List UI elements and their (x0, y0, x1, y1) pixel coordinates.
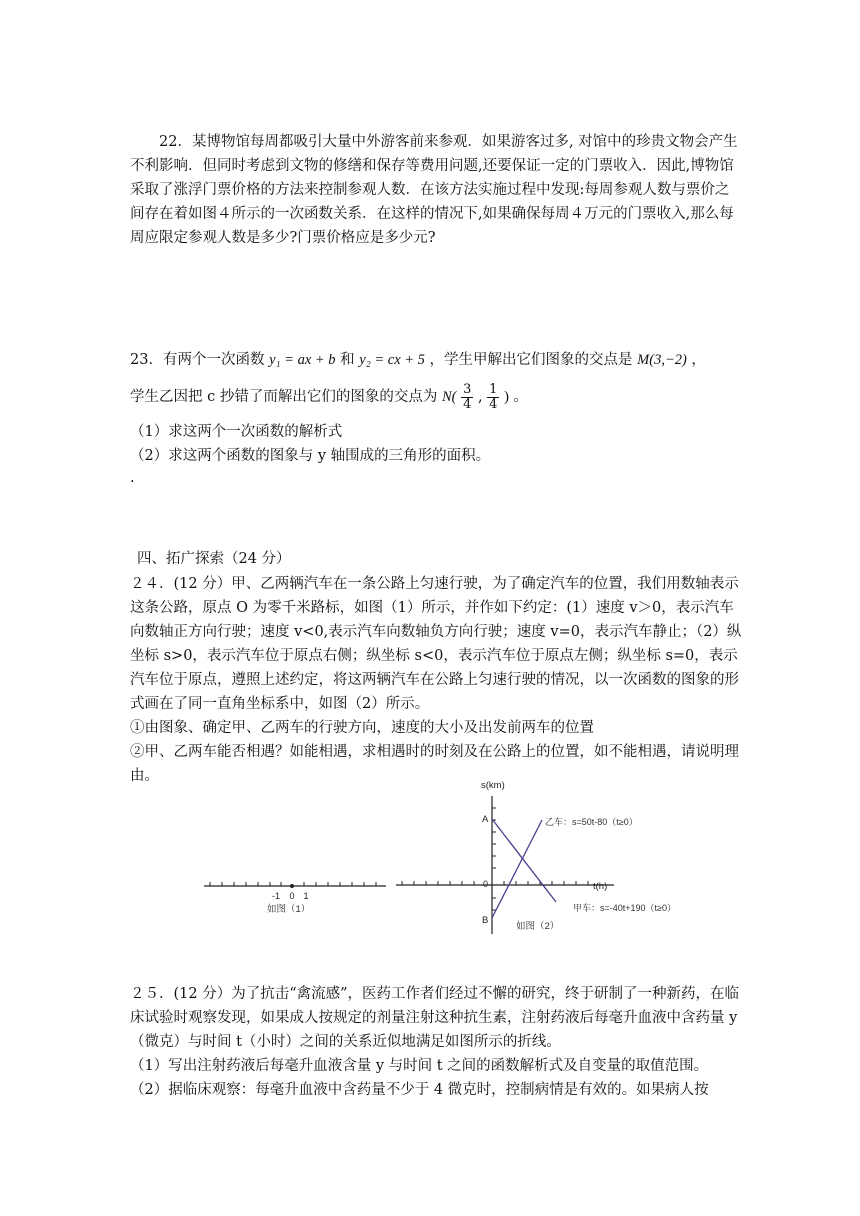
q23-line2: 学生乙因把 c 抄错了而解出它们的图象的交点为 (130, 389, 438, 405)
line-yi (492, 820, 542, 918)
line-yi-label: 乙车：s=50t-80（t≥0） (545, 817, 638, 827)
q23-subquestion-1: （1）求这两个一次函数的解析式 (130, 424, 343, 440)
figure-1-caption: 如图（1） (267, 904, 311, 915)
q23-frac2-denominator: 4 (489, 396, 498, 412)
label-1: 1 (303, 891, 309, 901)
q23-N-post: ) (504, 389, 509, 405)
q23-y2-formula: y₂ = cx + 5 (359, 352, 425, 368)
q23-frac1-numerator: 3 (463, 381, 472, 397)
t-axis-label: t(h) (593, 881, 608, 892)
line-jia (492, 819, 556, 902)
s-axis-label: s(km) (481, 780, 505, 791)
origin-label: 0 (482, 879, 488, 889)
question-25-text: ２５．(12 分）为了抗击“禽流感”，医药工作者们经过不懈的研究，终于研制了一种新药，在临床试验时观察发现，如果成人按规定的剂量注射这种抗生素，注射药液后每毫升血液中含药量 y（微克）与时间 t（小时）之间的关系近似地满足如图所示的折线。 (130, 986, 740, 1050)
q23-comma: , (477, 389, 483, 405)
q23-subquestion-2: （2）求这两个函数的图象与 y 轴围成的三角形的面积。 (130, 448, 491, 464)
point-B-label: B (482, 915, 489, 926)
q25-subquestion-2: （2）据临床观察：每毫升血液中含药量不少于 4 微克时，控制病情是有效的。如果病人按 (130, 1082, 709, 1098)
q23-fraction-2 (487, 383, 499, 412)
question-24-text: ２４．(12 分）甲、乙两辆汽车在一条公路上匀速行驶，为了确定汽车的位置，我们用数轴表示这条公路，原点 O 为零千米路标，如图（1）所示，并作如下约定：(1）速度 v＞0，表示汽车向数轴正方向行驶；速度 v<0,表示汽车向数轴负方向行驶；速度 v=0，表示汽车静止；（2）纵坐标 s>0，表示汽车位于原点右侧；纵坐标 s<0，表示汽车位于原点左侧；纵坐标 s=0，表示汽车位于原点，遵照上述约定，将这两辆汽车在公路上匀速行驶的情况，以一次函数的图象的形式画在了同一直角坐标系中，如图（2）所示。 (130, 576, 742, 712)
q23-frac1-denominator: 4 (463, 396, 472, 412)
q23-y1-formula: y₁ = ax + b (269, 352, 336, 368)
q23-end2: 。 (513, 389, 529, 405)
line-jia-label: 甲车：s=-40t+190（t≥0） (573, 903, 676, 913)
q24-item-1: ①由图象、确定甲、乙两车的行驶方向，速度的大小及出发前两车的位置 (130, 720, 594, 736)
q23-stray-dot: . (130, 470, 135, 486)
q23-frac2-numerator: 1 (489, 381, 498, 397)
question-23-line2 (130, 380, 742, 414)
origin-point (290, 884, 294, 888)
q23-end1: ， (691, 352, 706, 368)
figure-2-caption: 如图（2） (516, 921, 560, 932)
label-minus-1: -1 (271, 891, 281, 901)
q25-subquestion-1: （1）写出注射药液后每毫升血液含量 y 与时间 t 之间的函数解析式及自变量的取值范围。 (130, 1058, 709, 1074)
section-4-title: 四、拓广探索（24 分） (137, 551, 291, 567)
figure-1-number-line (200, 866, 390, 926)
q23-fraction-1 (461, 383, 473, 412)
q23-intro: 23．有两个一次函数 (130, 352, 265, 368)
question-22-text: 22．某博物馆每周都吸引大量中外游客前来参观．如果游客过多, 对馆中的珍贵文物会产生不利影响．但同时考虑到文物的修缮和保存等费用问题,还要保证一定的门票收入．因此,博物馆采取了涨浮门票价格的方法来控制参观人数．在该方法实施过程中发现:每周参观人数与票价之间存在着如图４所示的一次函数关系．在这样的情况下,如果确保每周４万元的门票收入,那么每周应限定参观人数是多少?门票价格应是多少元? (130, 134, 738, 246)
q23-N-pre: N( (441, 389, 457, 405)
q23-he: 和 (340, 352, 355, 368)
q24-item-2: ②甲、乙两车能否相遇？如能相遇，求相遇时的时刻及在公路上的位置，如不能相遇，请说明理由。 (130, 744, 739, 784)
q23-point-M: M(3,−2) (637, 352, 687, 368)
label-0: 0 (289, 891, 295, 901)
question-23-line1 (130, 346, 742, 374)
point-A-label: A (482, 814, 489, 825)
q23-mid: ，学生甲解出它们图象的交点是 (429, 352, 633, 368)
figure-2-st-graph (392, 774, 730, 946)
